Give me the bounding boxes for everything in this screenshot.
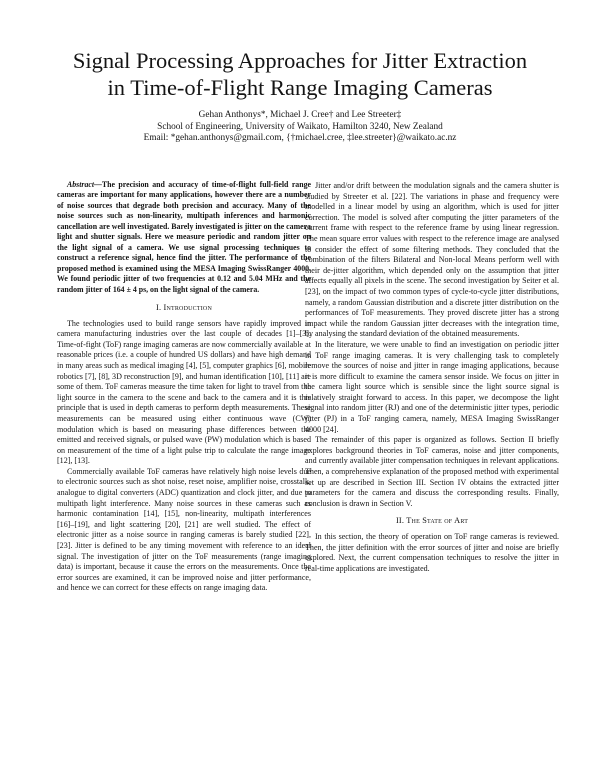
abstract-label: Abstract — [67, 180, 95, 189]
right-paragraph-4: In this section, the theory of operation on ToF range cameras is reviewed. Then, the jitter definition with the error sources of jitter and noise are briefly explored. Next, the current compensation techniques to resolve the jitter in real-time applications are investigated. — [305, 532, 559, 573]
left-column — [57, 180, 311, 594]
abstract-text: —The precision and accuracy of time-of-flight full-field range cameras are important for many applications, however there are a number of noise sources that degrade both precision and accuracy. Many of the noise sources such as non-linearity, multipath inferences and harmonic cancellation are well investigated. Barely investigated is jitter on the camera light and shutter signals. Here we measure periodic and random jitter on the light signal of a camera. We use signal processing techniques to construct a reference signal, hence find the jitter. The performance of the proposed method is examined using the MESA Imaging SwissRanger 4000. We found periodic jitter of two frequencies at 0.12 and 5.04 MHz and the random jitter of 164 ± 4 ps, on the light signal of the camera. — [57, 180, 311, 294]
intro-paragraph-2: Commercially available ToF cameras have relatively high noise levels due to electronic sources such as shot noise, reset noise, amplifier noise, crosstalk, analogue to digital converters (ADC) quantization and clock jitter, and due to multipath light interference. Many noise sources in these cameras such as harmonic contamination [14], [15], non-linearity, multipath interferences [16]–[19], and light scattering [20], [21] are well studied. The effect of electronic jitter as a noise source in ranging cameras is barely studied [22], [23]. Jitter is defined to be any timing movement with reference to an ideal signal. The investigation of jitter on the ToF measurements (range imaging data) is important, because it cause the errors on the measurements. Once the error sources are examined, it can be improved noise and jitter performance, and hence we can correct for these effects on range imaging data. — [57, 466, 311, 593]
author-names: Gehan Anthonys*, Michael J. Cree† and Lee Streeter‡ — [198, 110, 402, 120]
author-email: Email: *gehan.anthonys@gmail.com, {†michael.cree, ‡lee.streeter}@waikato.ac.nz — [143, 133, 457, 143]
author-block — [20, 110, 580, 145]
intro-paragraph-1: The technologies used to build range sensors have rapidly improved in camera manufacturing industries over the last couple of decades [1]–[3]. Time-of-fight (ToF) range imaging cameras are now commercially available at reasonable prices (i.e. a couple of hundred US dollars) and have high demand in many areas such as medical imaging [4], [5], computer graphics [6], mobile robotics [7], [8], 3D reconstruction [9], and human identification [10], [11] are some of them. ToF cameras measure the time taken for light to travel from the light source in the camera to the scene and back to the camera and it is this principle that is used in depth cameras to perform depth measurements. These measurements can be measured using either continuous wave (CW) modulation which is based on measuring phase differences between the emitted and received signals, or pulsed wave (PW) modulation which is based on measurement of the time of a light pulse trip to calculate the range image [12], [13]. — [57, 318, 311, 466]
right-paragraph-1: Jitter and/or drift between the modulation signals and the camera shutter is studied by Streeter et al. [22]. The variations in phase and frequency were modelled in a linear model by using an algorithm, which is used for jitter correction. The model is solved after computing the jitter parameters of the current frame with respect to the reference frame by using linear regression. The mean square error values with respect to the reference image are analysed to consider the effect of some filtering methods. They concluded that the combination of the filters Bilateral and Non-local Means perform well with their de-jitter algorithm, which depended only on the assumption that jitter affects equally all pixels in the scene. The second investigation by Seiter et al. [23], on the impact of two common types of cycle-to-cycle jitter distributions, namely, a random Gaussian distribution and a discrete jitter distribution on the performances of ToF measurements. They proved discrete jitter has a strong impact while the random Gaussian jitter decreases with the integration time, by analysing the standard deviation of the obtained measurements. — [305, 181, 559, 339]
right-column — [305, 181, 559, 574]
section-heading-state-of-art: II. The State of Art — [395, 516, 469, 526]
title-line-1: Signal Processing Approaches for Jitter Extraction — [72, 48, 528, 73]
author-affiliation: School of Engineering, University of Waikato, Hamilton 3240, New Zealand — [157, 121, 443, 132]
paper-title — [20, 47, 580, 101]
abstract — [57, 180, 311, 295]
right-paragraph-2: In the literature, we were unable to find an investigation on periodic jitter in ToF range imaging cameras. It is very challenging task to completely remove the sources of noise and jitter in range imaging applications, because it is more difficult to examine the camera sensor inside. We focus on jitter in the camera light source which is sensible since the light source signal is relatively straight forward to access. In this paper, we decompose the light signal into random jitter (RJ) and one of the deterministic jitter types, periodic jitter (PJ) in a ToF ranging camera, namely, MESA Imaging SwissRanger 4000 [24]. — [305, 339, 559, 434]
title-line-2: in Time-of-Flight Range Imaging Cameras — [107, 75, 493, 100]
section-heading-introduction: I. Introduction — [155, 302, 212, 312]
right-paragraph-3: The remainder of this paper is organized as follows. Section II briefly explores background theories in ToF cameras, noise and jitter components, and currently available jitter compensation techniques in relevant applications. Then, a comprehensive explanation of the proposed method with experimental set up are described in Section III. Section IV obtains the extracted jitter parameters for the camera and discuss the corresponding results. Finally, conclusion is drawn in Section V. — [305, 435, 559, 508]
